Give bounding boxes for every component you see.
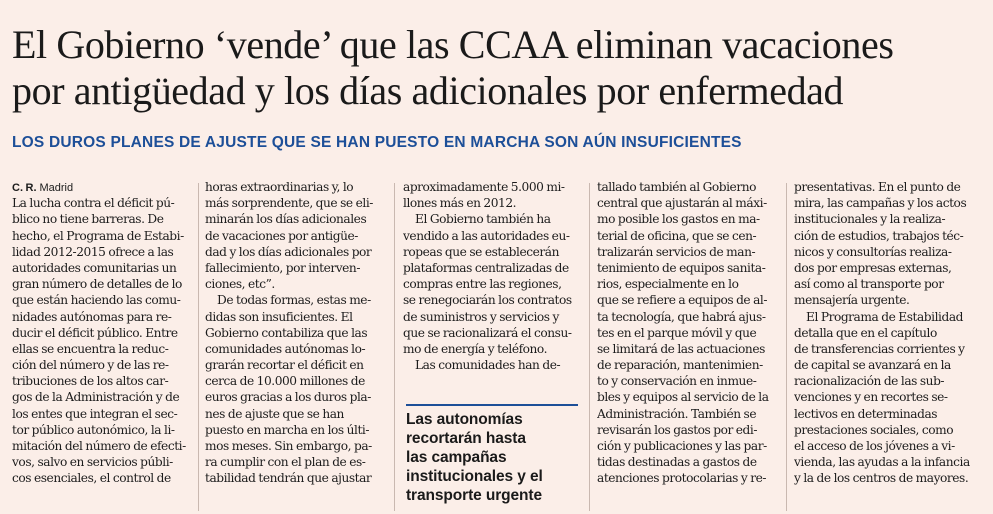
text-line: vendido a las autoridades eu- xyxy=(403,228,570,243)
column-separator xyxy=(589,183,590,511)
byline-author: C. R. xyxy=(12,182,37,194)
text-line: de vacaciones por antigüe- xyxy=(205,228,358,243)
text-line: de transferencias corrientes y xyxy=(794,341,965,356)
text-line: venciones y en recortes se- xyxy=(794,390,948,405)
text-line: ra cumplir con el plan de es- xyxy=(205,455,366,470)
text-line: nicos y consultorías realiza- xyxy=(794,244,952,259)
text-line: mitación del número de efecti- xyxy=(12,439,186,453)
text-line: nidades autónomas para re- xyxy=(12,309,172,324)
pull-quote xyxy=(406,410,586,505)
text-line: tes en el parque móvil y que xyxy=(597,325,757,340)
text-line: tallado también al Gobierno xyxy=(597,180,756,194)
column-separator xyxy=(394,183,395,511)
text-line: gran número de detalles de lo xyxy=(12,277,182,292)
text-line: el acceso de los jóvenes a vi- xyxy=(794,439,955,453)
pull-quote-line: las campañas xyxy=(406,449,507,466)
text-line: Administración. También se xyxy=(597,406,757,421)
text-line: así como al transporte por xyxy=(794,277,944,292)
byline xyxy=(12,179,192,195)
text-line: autoridades comunitarias un xyxy=(12,260,177,275)
text-line: más sorprendente, que se eli- xyxy=(205,196,373,211)
pull-quote-line: institucionales y el xyxy=(406,468,543,485)
text-line: vos, salvo en servicios públi- xyxy=(12,455,173,470)
text-line: atenciones protocolarias y re- xyxy=(597,471,767,486)
text-line: cos esenciales, el control de xyxy=(12,471,171,486)
pull-quote-rule xyxy=(406,404,578,406)
pull-quote-line: Las autonomías xyxy=(406,411,523,428)
text-line: racionalización de las sub- xyxy=(794,374,945,389)
text-line: se limitará de las actuaciones xyxy=(597,341,765,356)
text-line: cerca de 10.000 millones de xyxy=(205,374,365,389)
text-line: ción y publicaciones y las par- xyxy=(597,439,767,453)
text-line: mo de energía y teléfono. xyxy=(403,341,548,356)
text-line: prestaciones sociales, como xyxy=(794,422,954,437)
article-column-1 xyxy=(12,179,192,487)
text-line: rios, especialmente en lo xyxy=(597,277,739,292)
text-line: ta tecnología, que habrá ajus- xyxy=(597,309,766,324)
headline-line: por antigüedad y los días adicionales por enfermedad xyxy=(12,68,844,113)
text-line: euros gracias a los duros pla- xyxy=(205,390,371,405)
text-line: de suministros y servicios y xyxy=(403,309,559,324)
text-line: tralizarán servicios de man- xyxy=(597,244,756,259)
article-column-3 xyxy=(403,179,583,373)
text-line: los entes que integran el sec- xyxy=(12,406,178,421)
text-line: gos de la Administración y de xyxy=(12,390,180,405)
text-line: de reparación, mantenimien- xyxy=(597,358,763,373)
text-line: revisarán los gastos por edi- xyxy=(597,422,758,437)
text-line: se renegociarán los contratos xyxy=(403,293,572,308)
text-line: tidas destinadas a gastos de xyxy=(597,455,757,470)
text-line: blico no tiene barreras. De xyxy=(12,212,164,227)
text-line: hecho, el Programa de Estabi- xyxy=(12,228,184,243)
text-line: bles y equipos al servicio de la xyxy=(597,390,769,405)
text-line: lidad 2012-2015 ofrece a las xyxy=(12,244,174,259)
column-separator xyxy=(198,183,199,511)
text-line: didas son insuficientes. El xyxy=(205,309,353,324)
text-line: terial de oficina, que se cen- xyxy=(597,228,757,243)
text-line: que se racionalizará el consu- xyxy=(403,325,572,340)
headline-line: El Gobierno ‘vende’ que las CCAA eliminan vacaciones xyxy=(12,22,894,67)
subheadline: LOS DUROS PLANES DE AJUSTE QUE SE HAN PUESTO EN MARCHA SON AÚN INSUFICIENTES xyxy=(12,134,742,151)
text-line: Las comunidades han de- xyxy=(415,358,561,373)
text-line: que están haciendo las comu- xyxy=(12,293,181,308)
text-line: horas extraordinarias y, lo xyxy=(205,180,354,194)
text-line: puesto en marcha en los últi- xyxy=(205,422,370,437)
text-line: de capital se avanzará en la xyxy=(794,358,951,373)
text-line: compras entre las regiones, xyxy=(403,277,562,292)
text-line: ciones, etc”. xyxy=(205,277,275,292)
text-line: mira, las campañas y los actos xyxy=(794,196,967,211)
article-column-4 xyxy=(597,179,782,487)
pull-quote-line: recortarán hasta xyxy=(406,430,526,447)
text-line: ellas se encuentra la reduc- xyxy=(12,341,169,356)
text-line: aproximadamente 5.000 mi- xyxy=(403,180,565,194)
text-line: tor público autonómico, la li- xyxy=(12,422,175,437)
text-line: El Gobierno también ha xyxy=(415,212,551,227)
byline-city: Madrid xyxy=(39,182,74,194)
text-line: grarán recortar el déficit en xyxy=(205,358,364,373)
text-line: El Programa de Estabilidad xyxy=(806,309,963,324)
article-column-5 xyxy=(794,179,984,487)
text-line: ducir el déficit público. Entre xyxy=(12,325,178,340)
text-line: to y conservación en inmue- xyxy=(597,374,757,389)
text-line: detalla que en el capítulo xyxy=(794,325,937,340)
article-column-2 xyxy=(205,179,387,487)
text-line: presentativas. En el punto de xyxy=(794,180,961,194)
text-line: plataformas centralizadas de xyxy=(403,260,569,275)
text-line: que se refiere a equipos de al- xyxy=(597,293,768,308)
text-line: institucionales y la realiza- xyxy=(794,212,946,227)
headline xyxy=(12,22,987,114)
text-line: dad y los días adicionales por xyxy=(205,244,372,259)
text-line: vienda, las ayudas a la infancia xyxy=(794,455,970,470)
text-line: lectivos en determinadas xyxy=(794,406,938,421)
text-line: dos por empresas externas, xyxy=(794,260,952,275)
text-line: fallecimiento, por interven- xyxy=(205,260,360,275)
text-line: tenimiento de equipos sanita- xyxy=(597,260,766,275)
text-line: ropeas que se establecerán xyxy=(403,244,559,259)
text-line: mensajería urgente. xyxy=(794,293,910,308)
text-line: tabilidad tendrán que ajustar xyxy=(205,471,372,486)
text-line: y la de los centros de mayores. xyxy=(794,471,969,486)
pull-quote-line: transporte urgente xyxy=(406,487,542,504)
text-line: tribuciones de los altos car- xyxy=(12,374,169,389)
text-line: ción de estudios, trabajos téc- xyxy=(794,228,964,243)
text-line: nes de ajuste que se han xyxy=(205,406,344,421)
text-line: mo posible los gastos en ma- xyxy=(597,212,760,227)
text-line: central que ajustarán al máxi- xyxy=(597,196,767,211)
text-line: ción del número y de las re- xyxy=(12,358,169,373)
text-line: Gobierno contabiliza que las xyxy=(205,325,368,340)
column-separator xyxy=(786,183,787,511)
text-line: La lucha contra el déficit pú- xyxy=(12,196,175,211)
text-line: llones más en 2012. xyxy=(403,196,517,211)
text-line: minarán los días adicionales xyxy=(205,212,367,227)
text-line: mos meses. Sin embargo, pa- xyxy=(205,439,372,453)
text-line: De todas formas, estas me- xyxy=(217,293,371,308)
text-line: comunidades autónomas lo- xyxy=(205,341,366,356)
